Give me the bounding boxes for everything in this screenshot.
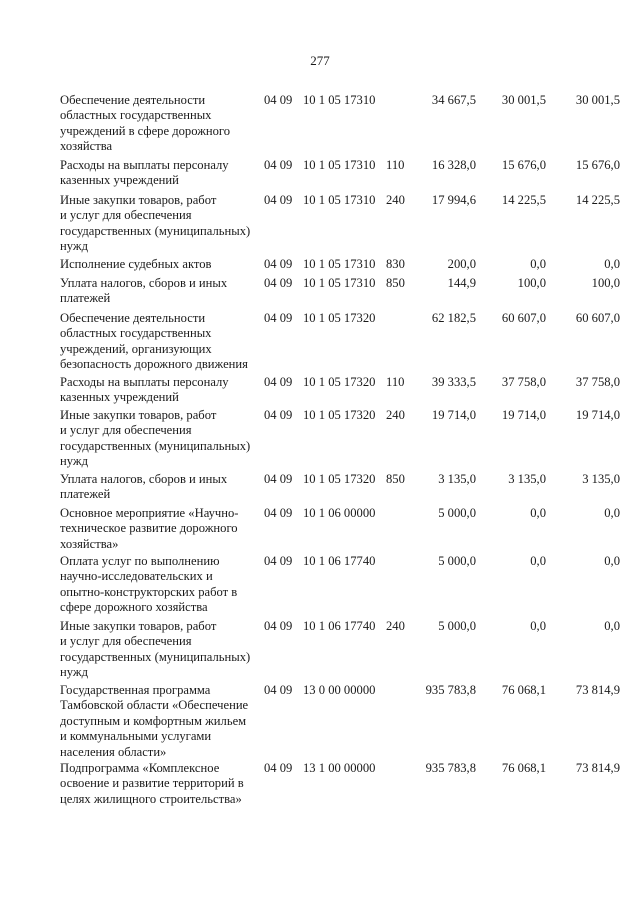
row-target-code: 10 1 06 17740	[303, 554, 376, 568]
row-value-3: 100,0	[591, 276, 620, 290]
row-value-2: 100,0	[517, 276, 546, 290]
row-value-2: 0,0	[530, 506, 546, 520]
row-target-code: 10 1 05 17310	[303, 93, 376, 107]
row-section-code: 04 09	[264, 257, 293, 271]
row-value-1: 16 328,0	[431, 158, 476, 172]
row-description: Иные закупки товаров, работ и услуг для обеспечения государственных (муниципальных) нужд	[60, 408, 251, 469]
row-description: Иные закупки товаров, работ и услуг для обеспечения государственных (муниципальных) нужд	[60, 619, 251, 680]
row-description: Государственная программа Тамбовской области «Обеспечение доступным и комфортным жильем и коммунальными услугами населения области»	[60, 683, 249, 759]
row-target-code: 13 1 00 00000	[303, 761, 376, 775]
row-value-2: 14 225,5	[501, 193, 546, 207]
row-value-3: 15 676,0	[575, 158, 620, 172]
row-target-code: 10 1 06 17740	[303, 619, 376, 633]
row-type-code: 110	[386, 375, 405, 389]
row-description: Обеспечение деятельности областных государственных учреждений в сфере дорожного хозяйства	[60, 93, 231, 154]
row-section-code: 04 09	[264, 408, 293, 422]
row-target-code: 10 1 05 17310	[303, 276, 376, 290]
row-description: Расходы на выплаты персоналу казенных учреждений	[60, 158, 229, 188]
row-value-1: 200,0	[447, 257, 476, 271]
row-target-code: 10 1 05 17310	[303, 257, 376, 271]
row-target-code: 10 1 05 17310	[303, 193, 376, 207]
row-type-code: 850	[386, 276, 405, 290]
row-section-code: 04 09	[264, 472, 293, 486]
row-type-code: 830	[386, 257, 405, 271]
row-value-1: 5 000,0	[438, 506, 476, 520]
row-section-code: 04 09	[264, 311, 293, 325]
row-description: Подпрограмма «Комплексное освоение и развитие территорий в целях жилищного строительства»	[60, 761, 244, 806]
row-value-3: 30 001,5	[575, 93, 620, 107]
row-value-2: 60 607,0	[501, 311, 546, 325]
row-value-3: 19 714,0	[575, 408, 620, 422]
row-value-2: 0,0	[530, 257, 546, 271]
row-value-2: 37 758,0	[501, 375, 546, 389]
row-value-1: 17 994,6	[431, 193, 476, 207]
row-target-code: 10 1 05 17320	[303, 408, 376, 422]
row-value-1: 5 000,0	[438, 619, 476, 633]
row-value-3: 73 814,9	[575, 761, 620, 775]
row-value-3: 0,0	[604, 257, 620, 271]
row-section-code: 04 09	[264, 276, 293, 290]
row-value-2: 76 068,1	[501, 761, 546, 775]
row-value-2: 30 001,5	[501, 93, 546, 107]
row-value-2: 76 068,1	[501, 683, 546, 697]
row-description: Обеспечение деятельности областных государственных учреждений, организующих безопасность дорожного движения	[60, 311, 248, 372]
row-description: Расходы на выплаты персоналу казенных учреждений	[60, 375, 229, 405]
row-type-code: 850	[386, 472, 405, 486]
row-value-1: 19 714,0	[431, 408, 476, 422]
row-description: Основное мероприятие «Научно- техническое развитие дорожного хозяйства»	[60, 506, 239, 551]
row-value-2: 0,0	[530, 619, 546, 633]
row-value-1: 935 783,8	[425, 683, 476, 697]
row-value-1: 5 000,0	[438, 554, 476, 568]
row-target-code: 13 0 00 00000	[303, 683, 376, 697]
row-value-2: 0,0	[530, 554, 546, 568]
row-target-code: 10 1 05 17320	[303, 375, 376, 389]
row-section-code: 04 09	[264, 761, 293, 775]
row-value-2: 3 135,0	[508, 472, 546, 486]
row-section-code: 04 09	[264, 375, 293, 389]
row-section-code: 04 09	[264, 683, 293, 697]
row-type-code: 240	[386, 193, 405, 207]
row-value-3: 3 135,0	[582, 472, 620, 486]
row-description: Исполнение судебных актов	[60, 257, 212, 271]
row-section-code: 04 09	[264, 619, 293, 633]
row-section-code: 04 09	[264, 93, 293, 107]
row-value-2: 19 714,0	[501, 408, 546, 422]
row-target-code: 10 1 06 00000	[303, 506, 376, 520]
row-value-3: 0,0	[604, 506, 620, 520]
row-section-code: 04 09	[264, 554, 293, 568]
row-type-code: 240	[386, 408, 405, 422]
row-description: Оплата услуг по выполнению научно-исследовательских и опытно-конструкторских работ в сфере дорожного хозяйства	[60, 554, 238, 615]
row-value-1: 3 135,0	[438, 472, 476, 486]
row-target-code: 10 1 05 17320	[303, 472, 376, 486]
row-section-code: 04 09	[264, 193, 293, 207]
row-description: Уплата налогов, сборов и иных платежей	[60, 276, 228, 306]
row-target-code: 10 1 05 17320	[303, 311, 376, 325]
row-value-1: 144,9	[447, 276, 476, 290]
row-value-3: 37 758,0	[575, 375, 620, 389]
row-description: Уплата налогов, сборов и иных платежей	[60, 472, 228, 502]
row-value-1: 34 667,5	[431, 93, 476, 107]
row-value-1: 935 783,8	[425, 761, 476, 775]
row-value-2: 15 676,0	[501, 158, 546, 172]
row-type-code: 240	[386, 619, 405, 633]
row-value-3: 0,0	[604, 554, 620, 568]
row-value-3: 73 814,9	[575, 683, 620, 697]
row-value-1: 62 182,5	[431, 311, 476, 325]
row-section-code: 04 09	[264, 506, 293, 520]
row-value-3: 14 225,5	[575, 193, 620, 207]
page-number: 277	[310, 53, 330, 68]
row-value-1: 39 333,5	[431, 375, 476, 389]
row-value-3: 0,0	[604, 619, 620, 633]
row-type-code: 110	[386, 158, 405, 172]
row-target-code: 10 1 05 17310	[303, 158, 376, 172]
row-section-code: 04 09	[264, 158, 293, 172]
row-value-3: 60 607,0	[575, 311, 620, 325]
row-description: Иные закупки товаров, работ и услуг для обеспечения государственных (муниципальных) нужд	[60, 193, 251, 254]
